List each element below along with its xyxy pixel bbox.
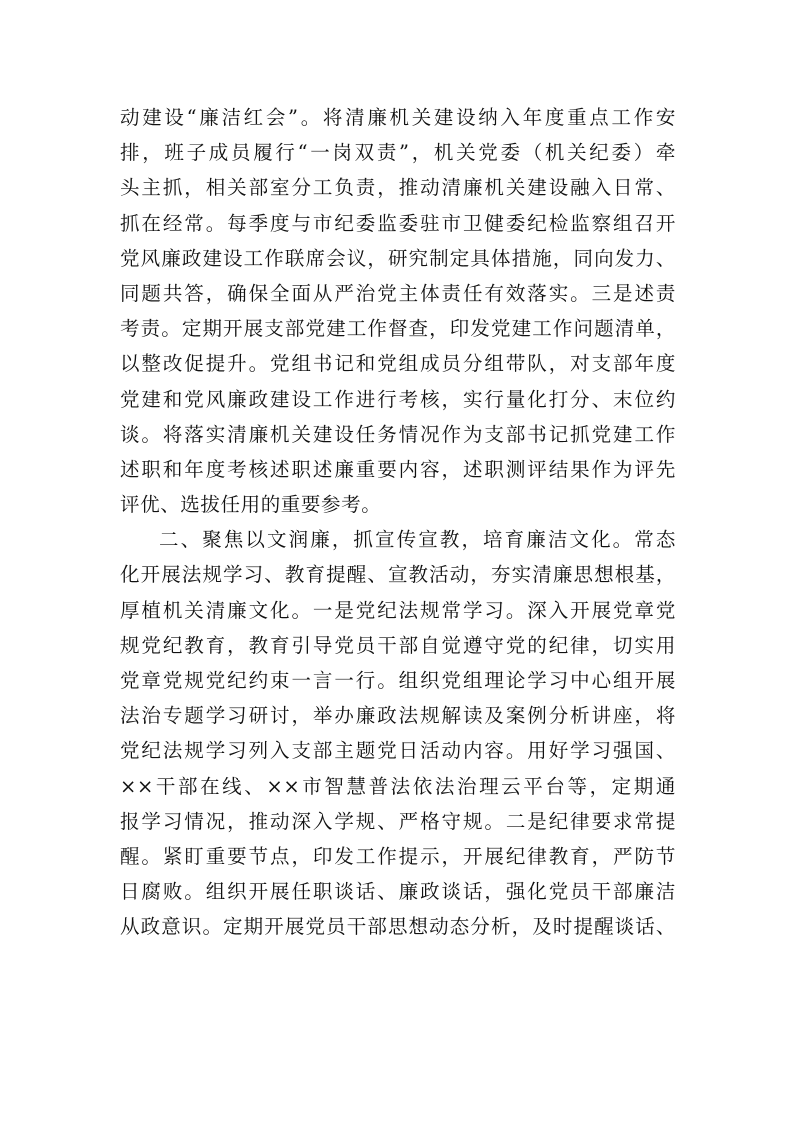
text-line: 党建和党风廉政建设工作进行考核，实行量化打分、末位约 xyxy=(120,387,676,411)
text-line: 醒。紧盯重要节点，印发工作提示，开展纪律教育，严防节 xyxy=(120,844,676,868)
text-line: 厚植机关清廉文化。一是党纪法规常学习。深入开展党章党 xyxy=(120,598,676,622)
text-line: 头主抓，相关部室分工负责，推动清廉机关建设融入日常、 xyxy=(120,176,676,200)
text-line: 党风廉政建设工作联席会议，研究制定具体措施，同向发力、 xyxy=(120,246,676,270)
text-line: 日腐败。组织开展任职谈话、廉政谈话，强化党员干部廉洁 xyxy=(120,880,676,904)
section-heading-line: 二、聚焦以文润廉，抓宣传宣教，培育廉洁文化。常态 xyxy=(159,528,676,552)
paragraph-2 xyxy=(120,522,676,944)
paragraph-1 xyxy=(120,100,676,522)
text-line: 谈。将落实清廉机关建设任务情况作为支部书记抓党建工作 xyxy=(120,422,676,446)
text-line: 述职和年度考核述职述廉重要内容，述职测评结果作为评先 xyxy=(120,457,676,481)
text-line: 评优、选拔任用的重要参考。 xyxy=(120,493,382,517)
text-line: 同题共答，确保全面从严治党主体责任有效落实。三是述责 xyxy=(120,281,676,305)
text-line: ××干部在线、××市智慧普法依法治理云平台等，定期通 xyxy=(120,774,676,798)
text-line: 法治专题学习研讨，举办廉政法规解读及案例分析讲座，将 xyxy=(120,704,676,728)
text-line: 规党纪教育，教育引导党员干部自觉遵守党的纪律，切实用 xyxy=(120,633,676,657)
text-line: 化开展法规学习、教育提醒、宣教活动，夯实清廉思想根基， xyxy=(120,563,676,587)
text-line: 从政意识。定期开展党员干部思想动态分析，及时提醒谈话、 xyxy=(120,915,676,939)
text-line: 抓在经常。每季度与市纪委监委驻市卫健委纪检监察组召开 xyxy=(120,211,676,235)
body-text xyxy=(120,100,676,945)
text-line: 党纪法规学习列入支部主题党日活动内容。用好学习强国、 xyxy=(120,739,676,763)
text-line: 考责。定期开展支部党建工作督查，印发党建工作问题清单， xyxy=(120,317,676,341)
text-line: 党章党规党纪约束一言一行。组织党组理论学习中心组开展 xyxy=(120,669,676,692)
text-line: 动建设“廉洁红会”。将清廉机关建设纳入年度重点工作安 xyxy=(120,106,676,129)
text-line: 以整改促提升。党组书记和党组成员分组带队，对支部年度 xyxy=(120,352,676,376)
text-line: 排，班子成员履行“一岗双责”，机关党委（机关纪委）牵 xyxy=(120,141,676,165)
text-line: 报学习情况，推动深入学规、严格守规。二是纪律要求常提 xyxy=(120,809,676,833)
